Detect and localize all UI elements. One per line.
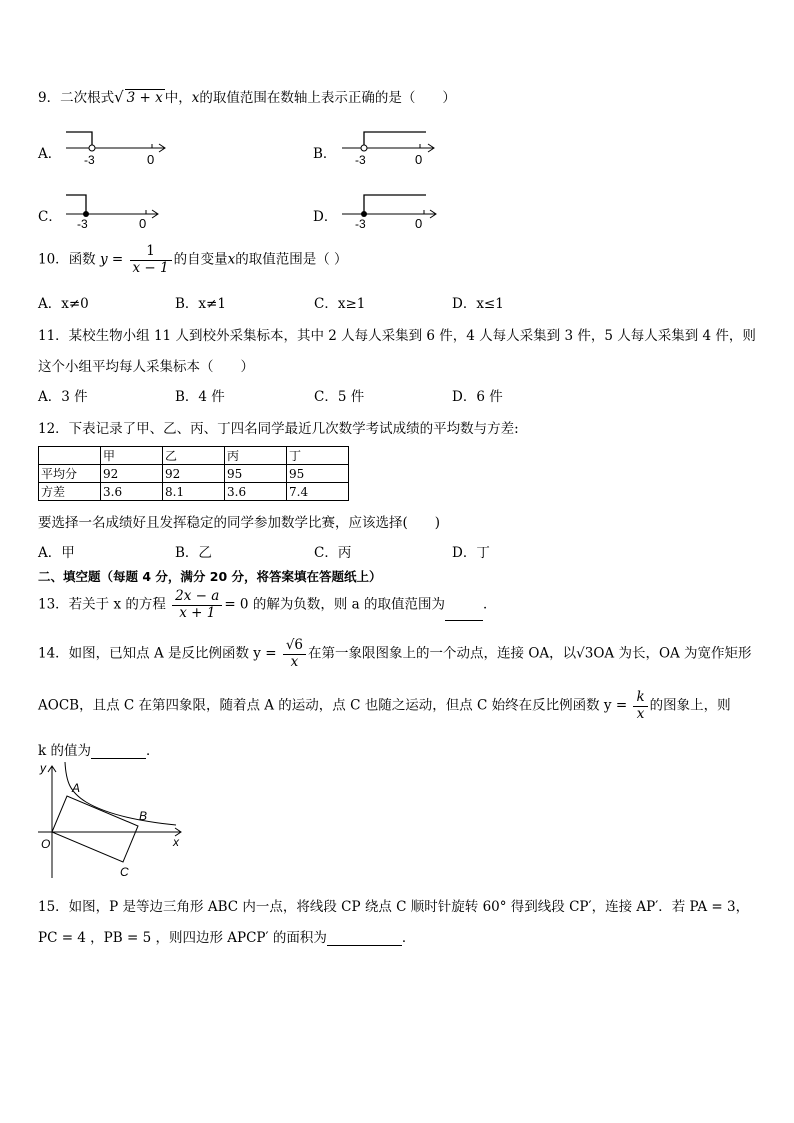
q11-option-a[interactable]: A．3 件 [38,389,88,405]
q12-question: 要选择一名成绩好且发挥稳定的同学参加数学比赛，应该选择( ) [38,515,441,531]
q9-option-b-label[interactable]: B． [313,146,337,162]
svg-text:C: C [120,865,129,879]
svg-text:A: A [72,781,81,795]
q9-option-b-numberline[interactable] [338,126,448,170]
q15-answer-blank[interactable] [327,929,402,946]
q14-k-fraction: $\frac{k}{x}$ [633,690,647,722]
q10-option-b[interactable]: B．x≠1 [175,296,226,312]
q9-option-a-label[interactable]: A． [38,146,62,162]
q12-option-b[interactable]: B．乙 [175,545,212,561]
q9-option-d-numberline[interactable] [338,190,448,234]
q14-line2: AOCB，且点 C 在第四象限，随着点 A 的运动，点 C 也随之运动，但点 C 始终在反比例函数 y = $\frac{k}{x}$ 的图象上，则 [38,689,731,722]
svg-text:-3: -3 [84,153,95,167]
q13-fraction: $\frac{2x - a}{x + 1}$ [172,589,222,621]
q12-option-a[interactable]: A．甲 [38,545,75,561]
q14-fraction: $\frac{√6}{x}$ [283,638,306,670]
svg-text:x: x [173,835,179,849]
svg-text:-3: -3 [355,217,366,231]
svg-text:0: 0 [415,152,423,167]
q11-option-c[interactable]: C．5 件 [314,389,365,405]
svg-text:B: B [139,809,148,823]
q10-option-d[interactable]: D．x≤1 [452,296,504,312]
q10-fraction: $\frac{1}{x - 1}$ [130,244,172,276]
q15-line2: PC = 4 ，PB = 5 ，则四边形 APCP′ 的面积为 ． [38,930,416,946]
table-row: 甲 乙 丙 丁 [39,447,349,465]
table-row: 方差 3.6 8.1 3.6 7.4 [39,483,349,501]
svg-text:y: y [40,761,46,775]
q13-answer-blank[interactable] [445,604,483,621]
q12-score-table [38,446,349,501]
q9-stem: 9．二次根式√ 3 + x 中，x的取值范围在数轴上表示正确的是（ ） [38,88,456,106]
q11-option-b[interactable]: B．4 件 [175,389,225,405]
q10-stem: 10．函数 y = $\frac{1}{x - 1}$ 的自变量x的取值范围是（ ） [38,243,348,276]
table-row: 平均分 92 92 95 95 [39,465,349,483]
q10-option-a[interactable]: A．x≠0 [38,296,89,312]
q9-option-a-numberline[interactable] [60,126,175,170]
svg-text:0: 0 [415,216,423,231]
q11-line2: 这个小组平均每人采集标本（ ） [38,359,254,375]
q11-option-d[interactable]: D．6 件 [452,389,503,405]
svg-text:0: 0 [147,152,155,167]
q12-stem: 12．下表记录了甲、乙、丙、丁四名同学最近几次数学考试成绩的平均数与方差: [38,421,519,437]
q14-line1: 14．如图，已知点 A 是反比例函数 y = $\frac{√6}{x}$ 在第一象限图象上的一个动点，连接 OA，以√3OA 为长，OA 为宽作矩形 [38,637,752,670]
q13-stem: 13．若关于 x 的方程 $\frac{2x - a}{x + 1}$ = 0 的解为负数，则 a 的取值范围为 ． [38,588,497,621]
q9-option-c-numberline[interactable] [60,190,170,234]
q14-line3: k 的值为 ． [38,743,160,759]
q15-line1: 15．如图，P 是等边三角形 ABC 内一点，将线段 CP 绕点 C 顺时针旋转 60° 得到线段 CP′，连接 AP′．若 PA = 3， [38,899,750,915]
section-heading: 二、填空题（每题 4 分，满分 20 分，将答案填在答题纸上） [38,569,382,584]
q12-option-c[interactable]: C．丙 [314,545,352,561]
svg-text:-3: -3 [355,153,366,167]
q9-option-d-label[interactable]: D． [313,209,338,225]
q10-option-c[interactable]: C．x≥1 [314,296,366,312]
svg-text:-3: -3 [77,217,88,231]
svg-text:0: 0 [139,216,147,231]
q9-option-c-label[interactable]: C． [38,209,62,225]
q14-figure [36,758,196,883]
q11-line1: 11．某校生物小组 11 人到校外采集标本，其中 2 人每人采集到 6 件，4 人每人采集到 3 件，5 人每人采集到 4 件，则 [38,328,756,344]
q9-radicand: 3 + x [126,90,163,106]
q14-answer-blank[interactable] [91,742,146,759]
q12-option-d[interactable]: D．丁 [452,545,490,561]
svg-text:O: O [41,837,51,851]
